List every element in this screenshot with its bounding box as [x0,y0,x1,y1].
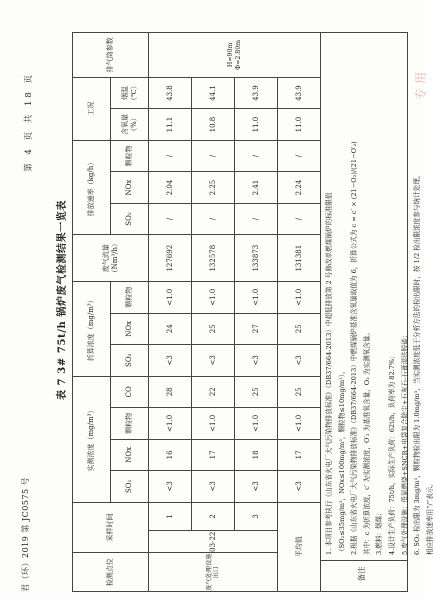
point-name: 废气处理设施出口 [149,553,278,592]
sub-header-temperature: 烟温（℃） [111,77,149,109]
oxygen-value: 11.0 [235,109,278,141]
report-number: 君（环）2019 第 JC0575 号 [21,476,30,592]
table-caption: 表 7 3# 75t/h 锅炉废气检测结果一览表 [57,199,68,401]
converted-nox: 27 [235,313,278,345]
converted-pm: <1.0 [192,282,235,314]
flow-value: 127692 [149,235,192,282]
flow-value: 131381 [278,235,321,282]
oxygen-value: 10.8 [192,109,235,141]
remark-line: 3.燃料：烟煤； [375,509,384,555]
remark-line: 2.根据《山东省火电厂大气污染物排放标准》（DB37/664-2013）中燃煤锅炉基准含氧量取值为 6，折算公式为 c = c′ × (21−O₂)/(21−O′₂) [350,141,359,555]
converted-pm: <1.0 [149,282,192,314]
sub-header-pm: 颗粒物 [111,408,149,440]
measured-co: 28 [149,376,192,408]
table-row-average [278,33,321,592]
sub-header-so2: SO₂ [111,471,149,503]
converted-nox: 24 [149,313,192,345]
remark-line: 1. 本项目参考执行《山东省火电厂大气污染物排放标准》（DB37/664-2013）中超低排放第 2 号修改单燃煤锅炉的标准限值 [325,192,333,555]
measured-so2: <3 [149,471,192,503]
converted-pm: <1.0 [278,282,321,314]
table-row [149,33,192,592]
remark-line: （SO₂≤35mg/m³，NOx≤100mg/m³，颗粒物≤10mg/m³）。 [337,367,346,555]
temperature-value: 43.8 [149,77,192,109]
measured-pm: <1.0 [278,408,321,440]
col-header-flow: 废气流量（Nm³/h） [73,235,149,282]
converted-so2: <3 [149,345,192,377]
measured-nox: 18 [235,439,278,471]
col-header-measured: 实测浓度（mg/m³） [73,376,111,502]
measured-so2: <3 [235,471,278,503]
col-header-rate: 排放速率（kg/h） [73,140,111,235]
rate-pm: / [278,140,321,172]
table-row [235,33,278,592]
temperature-value: 43.9 [235,77,278,109]
sub-header-pm: 颗粒物 [111,282,149,314]
converted-so2: <3 [278,345,321,377]
converted-so2: <3 [192,345,235,377]
sub-header-so2: SO₂ [111,345,149,377]
rate-so2: / [149,203,192,235]
remark-line: 5.废气处理设施：低氮燃烧+SNCR+电袋复合除尘+石灰石-石膏湿法脱硫； [400,331,409,555]
table-row [192,33,235,592]
sample-number: 1 [149,502,192,530]
remark-line: 其中：c 为折算浓度，c′ 为实测浓度，O′₂ 为基准氧含量，O₂ 为实测氧含量。 [362,328,371,555]
sub-header-nox: NOx [111,439,149,471]
remark-line: 4.设计生产负荷：75t/h，实际生产负荷：62t/h，负荷率为 82.7%； [387,352,396,555]
measured-co: 22 [192,376,235,408]
measured-so2: <3 [192,471,235,503]
rate-nox: 2.24 [278,172,321,204]
col-header-converted: 折算浓度（mg/m³） [73,282,111,377]
temperature-value: 44.1 [192,77,235,109]
rate-pm: / [192,140,235,172]
remarks-label: 备注 [357,566,366,582]
remark-line: 相应排放速率用“/”表示。 [425,480,434,555]
col-header-time: 采样时间 [73,502,149,553]
measured-nox: 17 [192,439,235,471]
sub-header-nox: NOx [111,172,149,204]
sub-header-co: CO [111,376,149,408]
rate-nox: 2.04 [149,172,192,204]
oxygen-value: 11.0 [278,109,321,141]
measured-nox: 17 [278,439,321,471]
flow-value: 132578 [192,235,235,282]
sample-number: 2 [192,502,235,530]
oxygen-value: 11.1 [149,109,192,141]
rate-pm: / [149,140,192,172]
rate-so2: / [278,203,321,235]
remarks-text [323,39,436,555]
measured-pm: <1.0 [192,408,235,440]
rate-so2: / [192,203,235,235]
rate-so2: / [235,203,278,235]
sample-date: 03-22 [149,531,278,553]
converted-so2: <3 [235,345,278,377]
remark-line: 6. SO₂ 检出限为 3mg/m³，颗粒物检出限为 1.0mg/m³，当实测浓度低于分析方法的检出限时，按 1/2 检出限浓度参与统计处理， [413,171,422,555]
sub-header-oxygen: 含氧量（%） [111,109,149,141]
sub-header-so2: SO₂ [111,203,149,235]
sample-number: 3 [235,502,278,530]
measured-so2: <3 [278,471,321,503]
remarks-divider [320,560,407,561]
rate-nox: 2.41 [235,172,278,204]
measured-nox: 16 [149,439,192,471]
measured-pm: <1.0 [149,408,192,440]
converted-nox: 25 [278,313,321,345]
col-header-stack: 排气筒参数 [73,33,149,78]
stack-parameters: H=90m Φ=2.80m [149,33,321,78]
seal-stamp: 专用 [414,67,428,100]
page-number: 第 4 页 共 18 页 [24,72,34,172]
rate-nox: 2.25 [192,172,235,204]
converted-nox: 25 [192,313,235,345]
col-header-point: 检测点位 [73,553,149,592]
measured-pm: <1.0 [235,408,278,440]
temperature-value: 43.9 [278,77,321,109]
measured-co: 25 [278,376,321,408]
sub-header-pm: 颗粒物 [111,140,149,172]
sub-header-nox: NOx [111,313,149,345]
flow-value: 133873 [235,235,278,282]
emission-results-table [72,32,321,592]
col-header-condition: 工况 [73,77,111,140]
converted-pm: <1.0 [235,282,278,314]
rate-pm: / [235,140,278,172]
measured-co: 25 [235,376,278,408]
average-label: 平均值 [278,502,321,591]
